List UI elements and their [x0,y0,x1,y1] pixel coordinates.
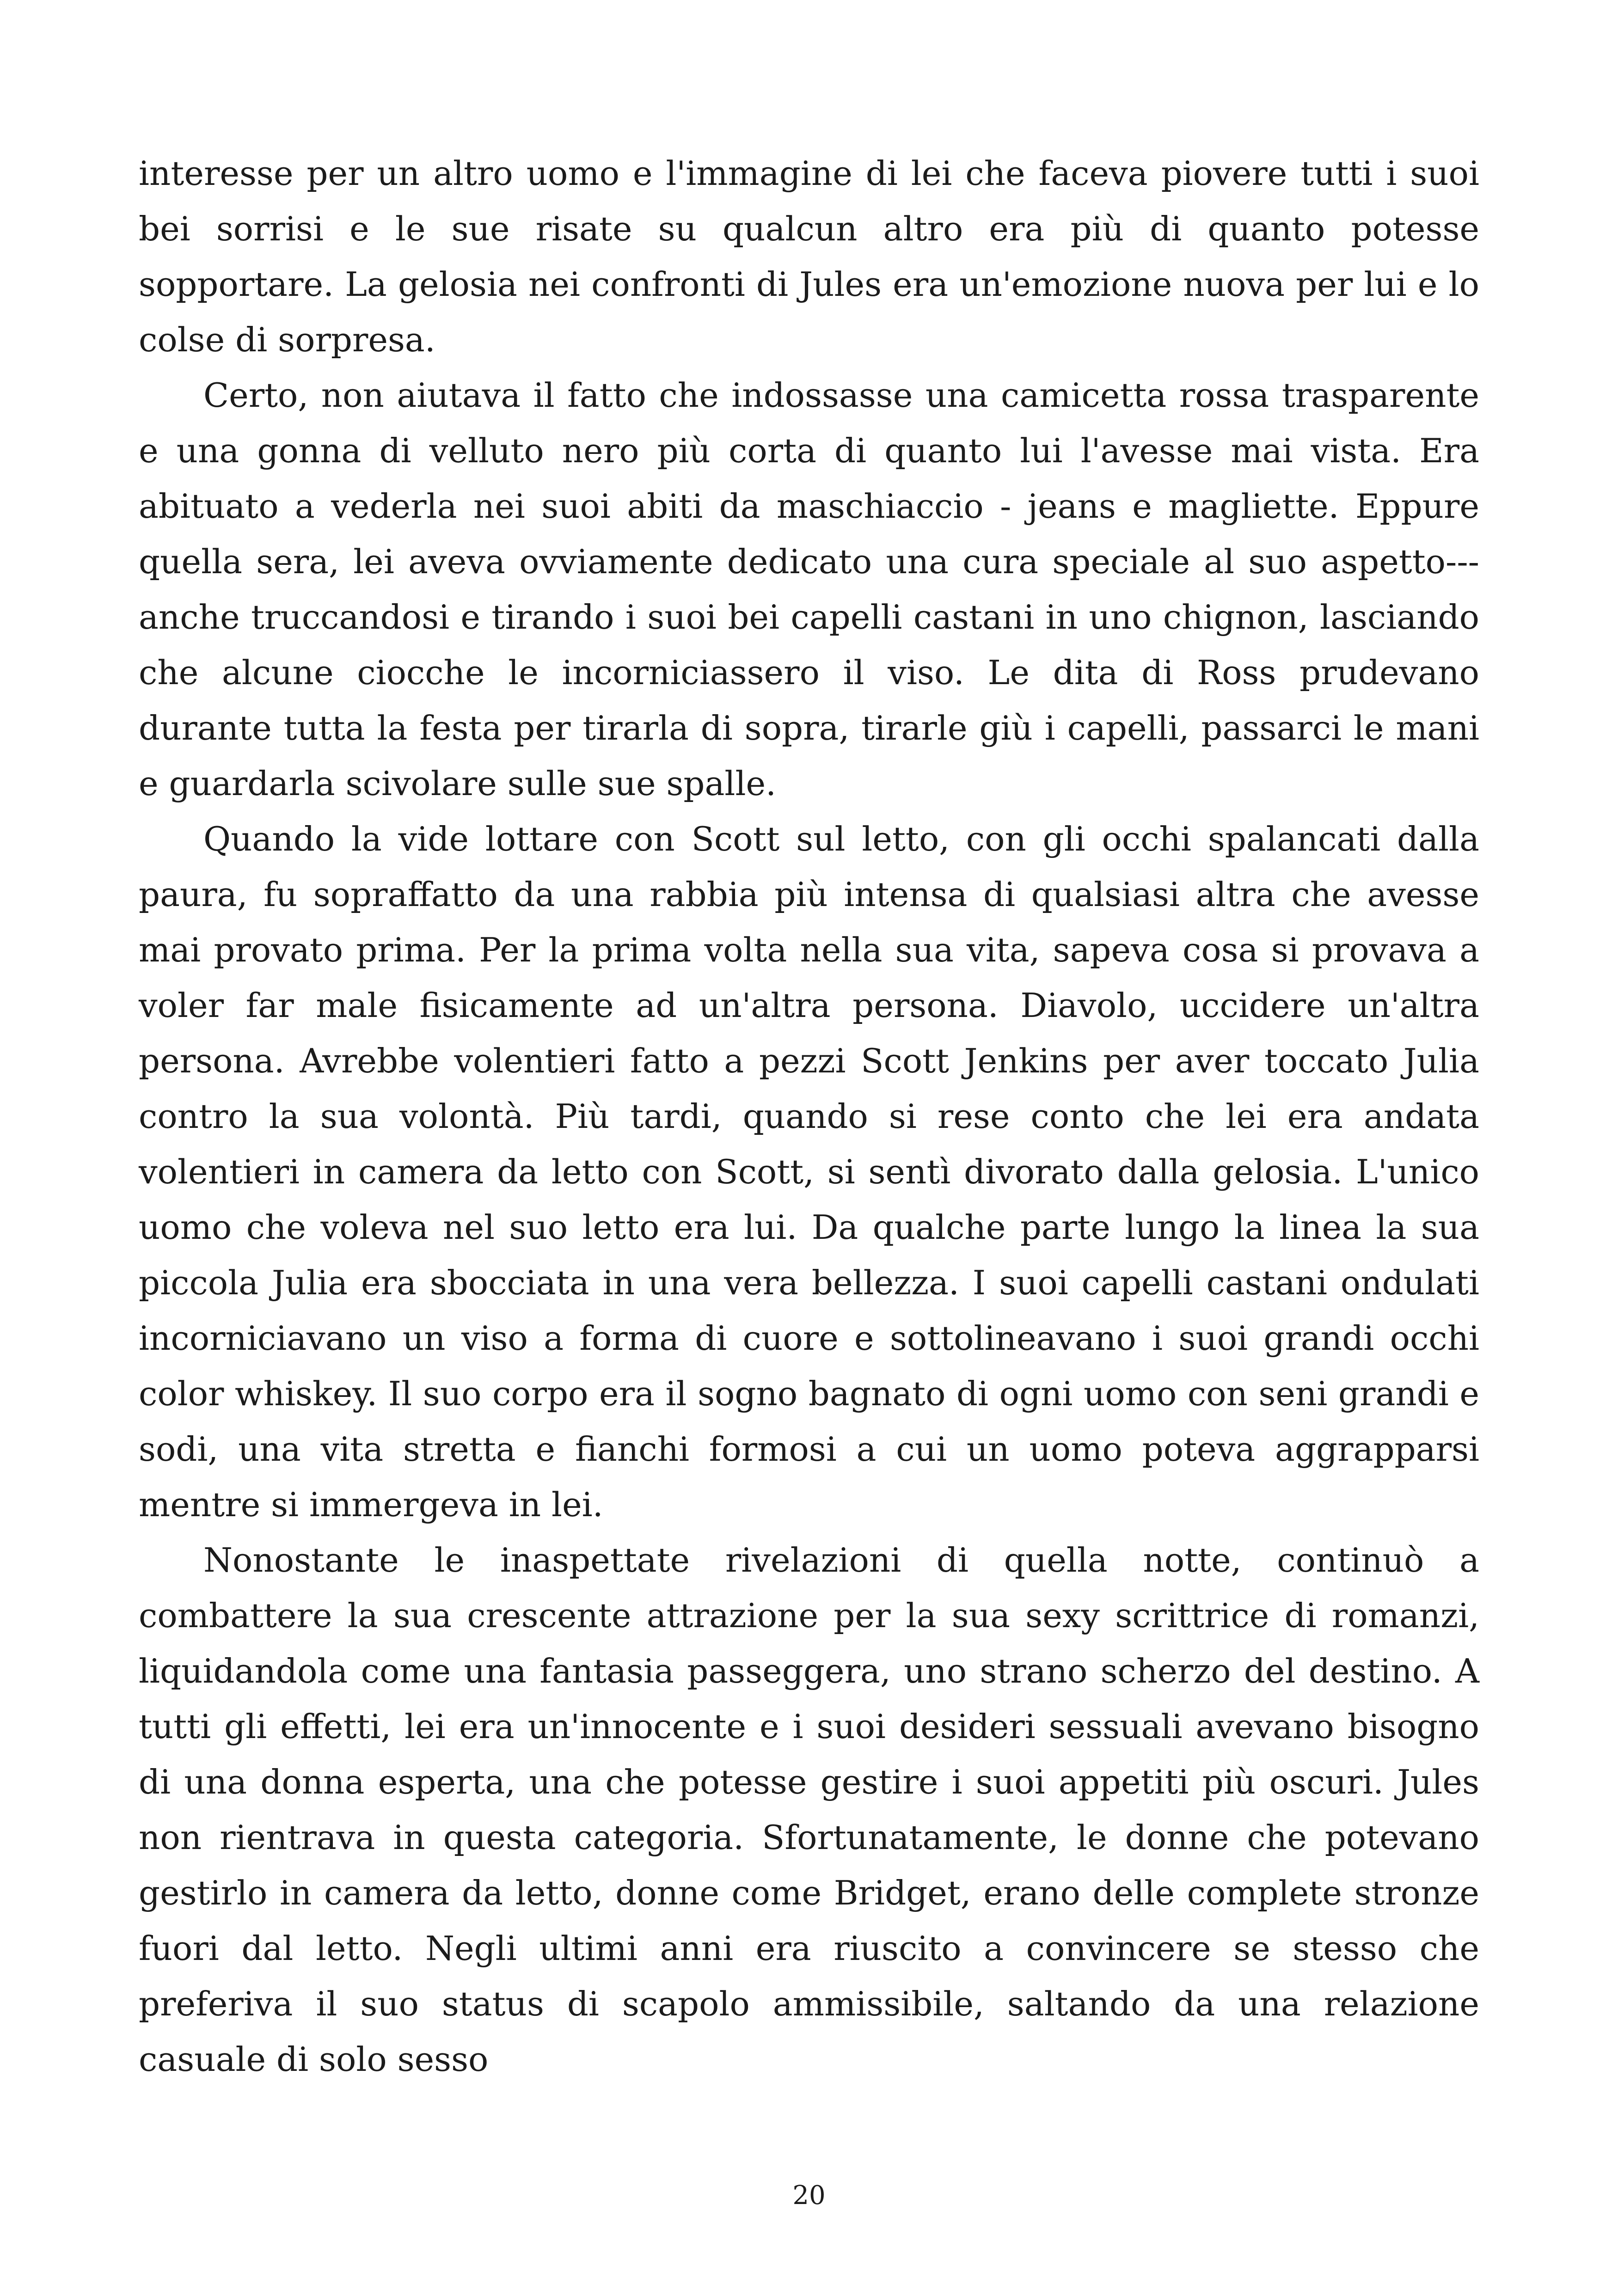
paragraph-2: Certo, non aiutava il fatto che indossasse una camicetta rossa trasparente e una gonna di velluto nero più corta di quanto lui l'avesse mai vista. Era abituato a vederla nei suoi abiti da maschiaccio - jeans e magliette. Eppure quella sera, lei aveva ovviamente dedicato una cura speciale al suo aspetto---anche truccandosi e tirando i suoi bei capelli castani in uno chignon, lasciando che alcune ciocche le incorniciassero il viso. Le dita di Ross prudevano durante tutta la festa per tirarla di sopra, tirarle giù i capelli, passarci le mani e guardarla scivolare sulle sue spalle. [139,376,1479,803]
paragraph-4: Nonostante le inaspettate rivelazioni di quella notte, continuò a combattere la sua crescente attrazione per la sua sexy scrittrice di romanzi, liquidandola come una fantasia passeggera, uno strano scherzo del destino. A tutti gli effetti, lei era un'innocente e i suoi desideri sessuali avevano bisogno di una donna esperta, una che potesse gestire i suoi appetiti più oscuri. Jules non rientrava in questa categoria. Sfortunatamente, le donne che potevano gestirlo in camera da letto, donne come Bridget, erano delle complete stronze fuori dal letto. Negli ultimi anni era riuscito a convincere se stesso che preferiva il suo status di scapolo ammissibile, saltando da una relazione casuale di solo sesso [139,1541,1479,2079]
paragraph-3: Quando la vide lottare con Scott sul letto, con gli occhi spalancati dalla paura, fu sopraffatto da una rabbia più intensa di qualsiasi altra che avesse mai provato prima. Per la prima volta nella sua vita, sapeva cosa si provava a voler far male fisicamente ad un'altra persona. Diavolo, uccidere un'altra persona. Avrebbe volentieri fatto a pezzi Scott Jenkins per aver toccato Julia contro la sua volontà. Più tardi, quando si rese conto che lei era andata volentieri in camera da letto con Scott, si sentì divorato dalla gelosia. L'unico uomo che voleva nel suo letto era lui. Da qualche parte lungo la linea la sua piccola Julia era sbocciata in una vera bellezza. I suoi capelli castani ondulati incorniciavano un viso a forma di cuore e sottolineavano i suoi grandi occhi color whiskey. Il suo corpo era il sogno bagnato di ogni uomo con seni grandi e sodi, una vita stretta e fianchi formosi a cui un uomo poteva aggrapparsi mentre si immergeva in lei. [139,820,1479,1524]
body-text [139,146,1479,2087]
paragraph-1: interesse per un altro uomo e l'immagine di lei che faceva piovere tutti i suoi bei sorrisi e le sue risate su qualcun altro era più di quanto potesse sopportare. La gelosia nei confronti di Jules era un'emozione nuova per lui e lo colse di sorpresa. [139,154,1479,359]
page-number: 20 [792,2180,826,2210]
